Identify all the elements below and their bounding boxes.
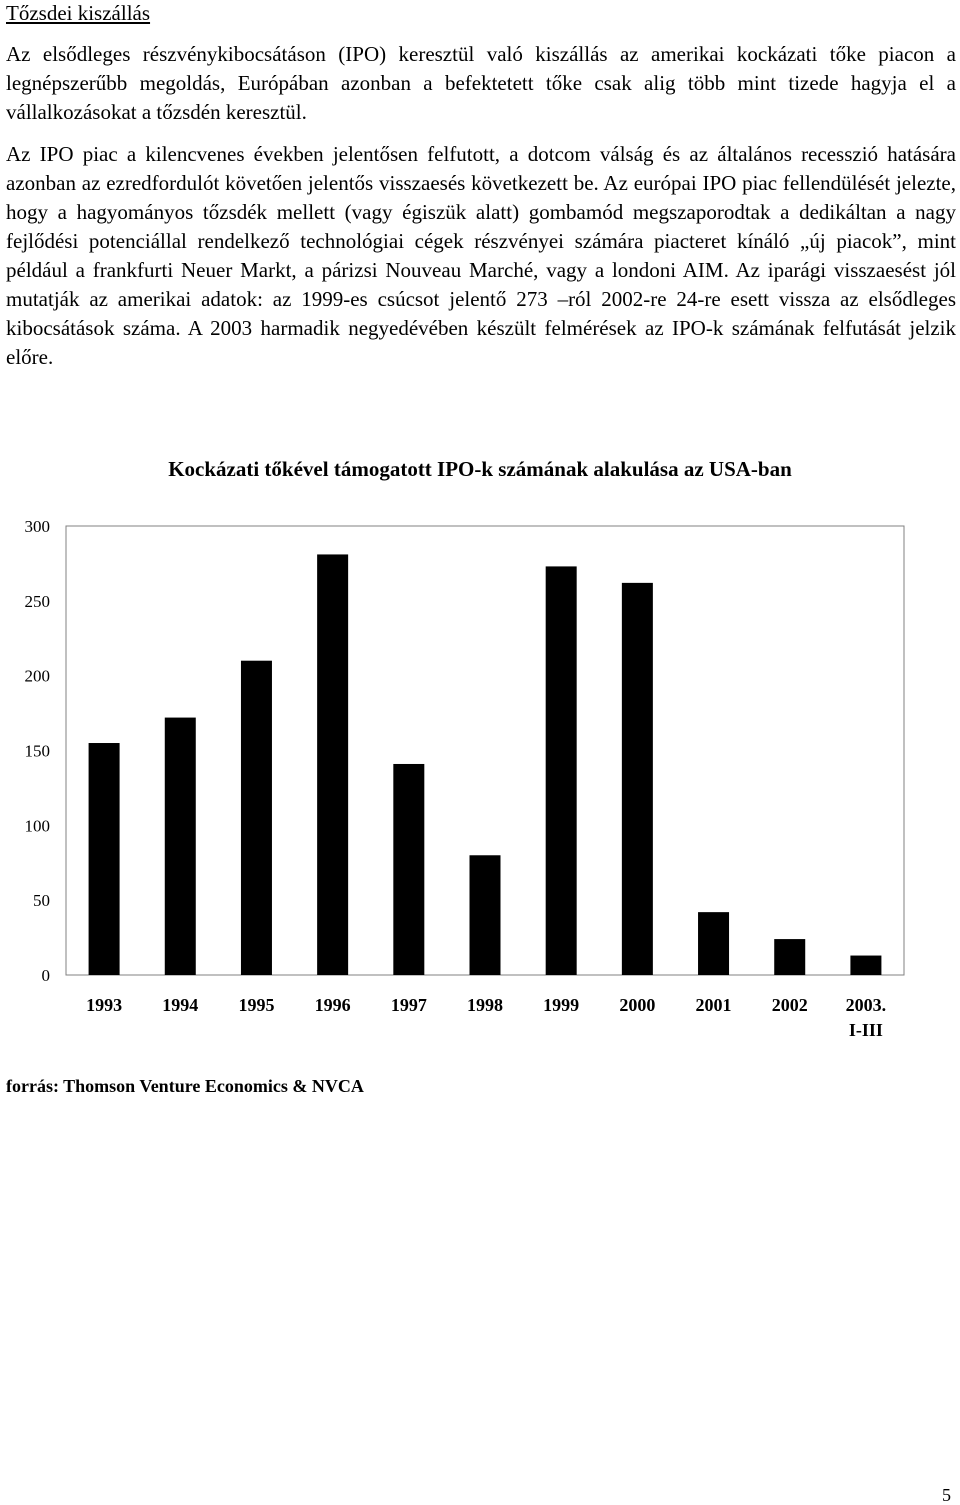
x-tick-label: 1995 <box>238 995 275 1015</box>
bar <box>698 912 729 975</box>
paragraph-2: Az IPO piac a kilencvenes években jelentősen felfutott, a dotcom válság és az általános recesszió hatására azonban az ezredfordulót követően jelentős visszaesés következett be. Az európai IPO piac fellendülését jelezte, hogy a hagyományos tőzsdék mellett (vagy égiszük alatt) gombamód megszaporodtak a dedikáltan a nagy fejlődési potenciállal rendelkező technológiai cégek részvényei számára piacteret kínáló „új piacok”, mint például a frankfurti Neuer Markt, a párizsi Nouveau Marché, vagy a londoni AIM. Az iparági visszaesést jól mutatják az amerikai adatok: az 1999-es csúcsot jelentő 273 –ról 2002-re 24-re esett vissza az elsődleges kibocsátások száma. A 2003 harmadik negyedévében készült felmérések az IPO-k számának felfutását jelzik előre. <box>6 142 956 369</box>
x-tick-label: 1999 <box>543 995 580 1015</box>
bar <box>393 764 424 975</box>
bar <box>774 939 805 975</box>
plot-area <box>25 517 905 1040</box>
y-tick-label: 150 <box>24 741 50 761</box>
x-tick-label: 1998 <box>467 995 503 1015</box>
x-tick-label: 1997 <box>390 995 427 1015</box>
x-tick-label: 2002 <box>771 995 808 1015</box>
paragraph-1: Az elsődleges részvénykibocsátáson (IPO) keresztül való kiszállás az amerikai kockázati tőke piacon a legnépszerűbb megoldás, Európában azonban a befektetett tőke csak alig több mint tizede hagyja el a vállalkozásokat a tőzsdén keresztül. <box>6 42 956 124</box>
chart-title: Kockázati tőkével támogatott IPO-k számának alakulása az USA-ban <box>168 457 792 481</box>
section-heading: Tőzsdei kiszállás <box>6 1 151 25</box>
source-note: forrás: Thomson Venture Economics & NVCA <box>6 1076 364 1096</box>
x-tick-label: 1996 <box>314 995 351 1015</box>
bar <box>165 718 196 975</box>
x-tick-label: 2003. I-III <box>845 995 887 1040</box>
y-tick-label: 0 <box>41 966 50 985</box>
y-tick-label: 50 <box>33 891 50 911</box>
y-tick-label: 200 <box>24 666 50 686</box>
y-tick-label: 300 <box>24 517 50 536</box>
x-tick-label: 2001 <box>695 995 732 1015</box>
page-number: 5 <box>942 1485 951 1505</box>
bar <box>241 661 272 975</box>
x-tick-label: 2000 <box>619 995 656 1015</box>
bar <box>89 743 120 975</box>
bar <box>470 855 501 975</box>
ipo-bar-chart <box>0 440 960 1060</box>
bar <box>546 566 577 975</box>
y-tick-label: 100 <box>24 816 50 836</box>
bar <box>622 583 653 975</box>
x-tick-label: 1994 <box>162 995 199 1015</box>
bar <box>850 956 881 975</box>
x-tick-label: 1993 <box>86 995 123 1015</box>
bar <box>317 554 348 975</box>
y-tick-label: 250 <box>24 591 50 611</box>
